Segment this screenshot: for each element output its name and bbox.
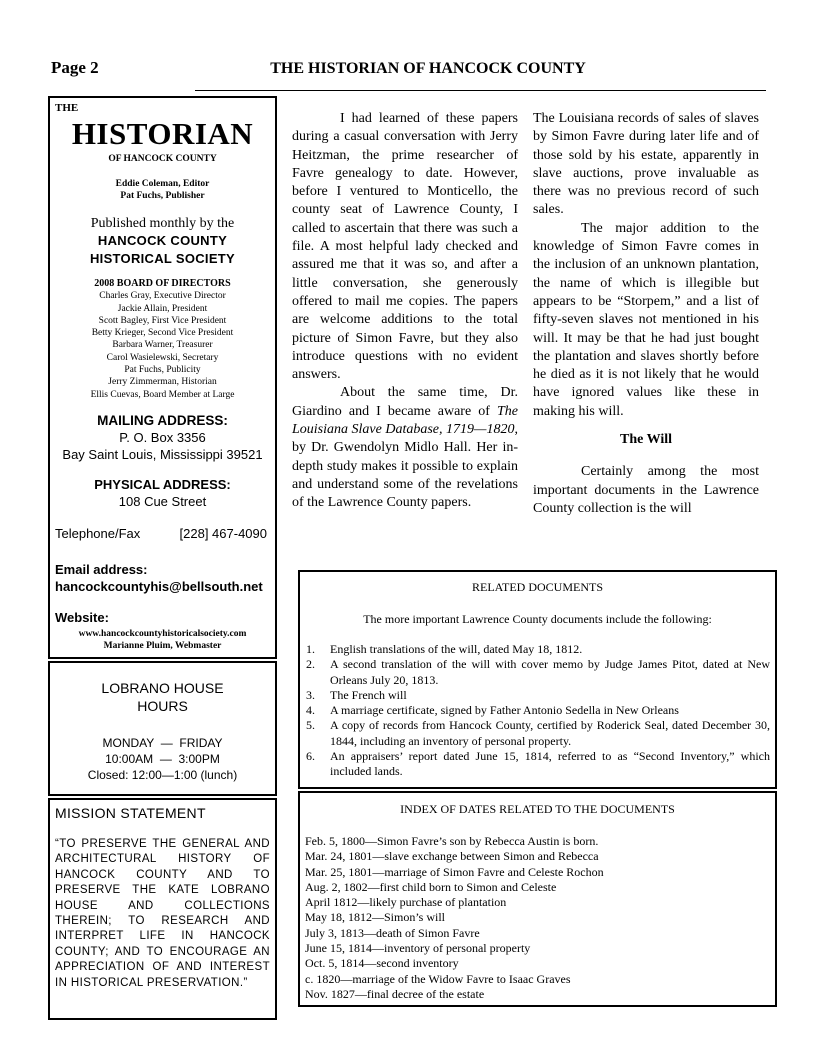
related-intro: The more important Lawrence County documents include the following:: [363, 612, 712, 626]
item-number: 3.: [306, 687, 315, 702]
article-paragraph: [292, 384, 518, 512]
email-heading: Email address:: [55, 562, 148, 577]
mission-title: MISSION STATEMENT: [55, 805, 206, 821]
board-heading: 2008 BOARD OF DIRECTORS: [94, 278, 231, 289]
article-paragraph: Certainly among the most important documents in the Lawrence County collection is the will: [533, 464, 759, 516]
board-member: Barbara Warner, Treasurer: [112, 340, 213, 351]
physical-line: 108 Cue Street: [118, 494, 207, 509]
website-info: [50, 628, 275, 652]
editor-line: Eddie Coleman, Editor: [115, 179, 210, 189]
article-column-1: [292, 110, 518, 513]
lobrano-closed: Closed: 12:00—1:00 (lunch): [87, 768, 238, 782]
mailing-heading: MAILING ADDRESS:: [97, 413, 228, 428]
publisher-info: [50, 215, 275, 268]
list-item: Nov. 1827—final decree of the estate: [305, 986, 485, 1001]
list-item: [306, 642, 770, 657]
masthead-box: [48, 96, 277, 659]
board-member: Carol Wasielewski, Secretary: [106, 352, 219, 363]
item-text: A copy of records from Hancock County, certified by Roderick Seal, dated December 30, 1844, including an inventory of personal property.: [330, 718, 770, 748]
lobrano-title-line-2: HOURS: [137, 698, 188, 714]
index-list: [305, 834, 604, 1002]
article-paragraph: The major addition to the knowledge of Simon Favre comes in the inclusion of an unknown plantation, the name of which is illegible but appears to be “Storpem,” and a list of fifty-seven slaves not mentioned in his will. It may be that he had just bought the plantation and slaves shortly before he died as it is not likely that he would have ignored values like these in making his will.: [533, 220, 759, 419]
mailing-line-1: P. O. Box 3356: [119, 430, 206, 445]
article-text: About the same time, Dr. Giardino and I became aware of: [292, 385, 518, 419]
board-member: Betty Krieger, Second Vice President: [91, 328, 234, 339]
article-text: , by Dr. Gwendolyn Midlo Hall. Her in-depth study makes it possible to explain and understand some of the revelations of the Lawrence County papers.: [292, 422, 518, 511]
board-member: Jackie Allain, President: [117, 303, 208, 314]
article-paragraph: The Louisiana records of sales of slaves by Simon Favre during later life and of those sold by his estate, apparently in slave auctions, prove invaluable as there was no previous record of such sales.: [533, 111, 759, 218]
related-title: RELATED DOCUMENTS: [472, 580, 603, 594]
board-member: Charles Gray, Executive Director: [99, 291, 226, 302]
list-item: April 1812—likely purchase of plantation: [305, 895, 507, 910]
item-text: An appraisers’ report dated June 15, 1814, referred to as “Second Inventory,” which included lands.: [330, 749, 770, 779]
lobrano-schedule: [50, 735, 275, 783]
masthead-staff: [50, 178, 275, 202]
header-rule: [195, 90, 766, 91]
list-item: Feb. 5, 1800—Simon Favre’s son by Rebecca Austin is born.: [305, 834, 599, 848]
related-list: [306, 642, 770, 780]
lobrano-hours: 10:00AM — 3:00PM: [105, 752, 220, 766]
board-member: Pat Fuchs, Publicity: [124, 365, 201, 376]
mailing-line-2: Bay Saint Louis, Mississippi 39521: [62, 447, 263, 462]
physical-address: [50, 476, 275, 510]
board-member: Jerry Zimmerman, Historian: [108, 377, 217, 388]
list-item: Aug. 2, 1802—first child born to Simon and Celeste: [305, 879, 557, 894]
lobrano-title-line-1: LOBRANO HOUSE: [101, 680, 224, 696]
item-number: 4.: [306, 703, 315, 718]
list-item: Mar. 25, 1801—marriage of Simon Favre and Celeste Rochon: [305, 864, 604, 879]
masthead-the: THE: [55, 102, 79, 114]
list-item: [306, 657, 770, 688]
list-item: [306, 688, 770, 703]
mission-body: “TO PRESERVE THE GENERAL AND ARCHITECTURAL HISTORY OF HANCOCK COUNTY AND TO PRESERVE THE KATE LOBRANO HOUSE AND COLLECTIONS THEREIN; TO RESEARCH AND INTERPRET LIFE IN HANCOCK COUNTY; AND TO ENCOURAGE AN APPRECIATION OF AND INTEREST IN HISTORICAL PRESERVATION.”: [55, 838, 270, 989]
item-number: 1.: [306, 642, 315, 656]
webmaster-line: Marianne Pluim, Webmaster: [103, 641, 222, 651]
website-link[interactable]: www.hancockcountyhistoricalsociety.com: [78, 629, 247, 639]
article-paragraph: I had learned of these papers during a casual conversation with Jerry Heitzman, the prime researcher of Favre genealogy to date. However, before I ventured to Monticello, the county seat of Lawrence County, I called to ascertain that there was such a file. A most helpful lady checked and assured me that it was so, and after a little conversation, she generously offered to mail me copies. The papers are welcome additions to the total picture of Simon Favre, but they also introduce questions with no evident answers.: [292, 111, 518, 383]
masthead-title: HISTORIAN: [71, 116, 254, 151]
list-item: [306, 703, 770, 718]
board-member: Scott Bagley, First Vice President: [98, 315, 227, 326]
item-text: The French will: [330, 687, 407, 702]
index-of-dates-box: [298, 791, 777, 1007]
book-title: The Louisiana Slave Database, 1719—1820: [292, 403, 518, 438]
board-member: Ellis Cuevas, Board Member at Large: [90, 389, 235, 400]
telephone-row: [55, 526, 267, 541]
lobrano-title: [50, 679, 275, 715]
email-link[interactable]: hancockcountyhis@bellsouth.net: [55, 579, 263, 594]
lobrano-hours-box: [48, 661, 277, 796]
mailing-address: [50, 412, 275, 463]
item-text: English translations of the will, dated May 18, 1812.: [330, 642, 583, 656]
item-text: A marriage certificate, signed by Father Antonio Sedella in New Orleans: [330, 703, 679, 718]
section-heading-will: The Will: [619, 432, 672, 448]
list-item: June 15, 1814—inventory of personal property: [305, 941, 531, 956]
list-item: [306, 718, 770, 749]
item-number: 2.: [306, 657, 315, 672]
physical-heading: PHYSICAL ADDRESS:: [94, 477, 231, 492]
list-item: Mar. 24, 1801—slave exchange between Simon and Rebecca: [305, 849, 599, 864]
item-number: 6.: [306, 749, 315, 764]
list-item: Oct. 5, 1814—second inventory: [305, 956, 459, 971]
list-item: [306, 749, 770, 780]
society-line-2: HISTORICAL SOCIETY: [89, 251, 236, 266]
telephone-number[interactable]: [228] 467-4090: [179, 526, 267, 541]
publisher-line: Pat Fuchs, Publisher: [120, 191, 205, 201]
published-line: Published monthly by the: [90, 216, 235, 231]
page-number: Page 2: [51, 58, 99, 77]
website-heading: Website:: [55, 610, 109, 625]
masthead-subtitle: OF HANCOCK COUNTY: [108, 154, 217, 164]
article-column-2: [533, 110, 759, 518]
list-item: July 3, 1813—death of Simon Favre: [305, 925, 480, 940]
telephone-label: Telephone/Fax: [55, 526, 141, 541]
email-block: [55, 561, 263, 595]
mission-statement-box: [48, 798, 277, 1020]
item-number: 5.: [306, 718, 315, 733]
related-documents-box: [298, 570, 777, 789]
item-text: A second translation of the will with cover memo by Judge James Pitot, dated at New Orleans July 20, 1813.: [330, 657, 770, 687]
index-title: INDEX OF DATES RELATED TO THE DOCUMENTS: [400, 802, 675, 816]
list-item: c. 1820—marriage of the Widow Favre to Isaac Graves: [305, 971, 571, 986]
list-item: May 18, 1812—Simon’s will: [305, 910, 446, 925]
lobrano-days: MONDAY — FRIDAY: [102, 736, 223, 750]
newsletter-title: THE HISTORIAN OF HANCOCK COUNTY: [270, 60, 586, 77]
board-of-directors: [50, 278, 275, 401]
society-line-1: HANCOCK COUNTY: [97, 233, 228, 248]
